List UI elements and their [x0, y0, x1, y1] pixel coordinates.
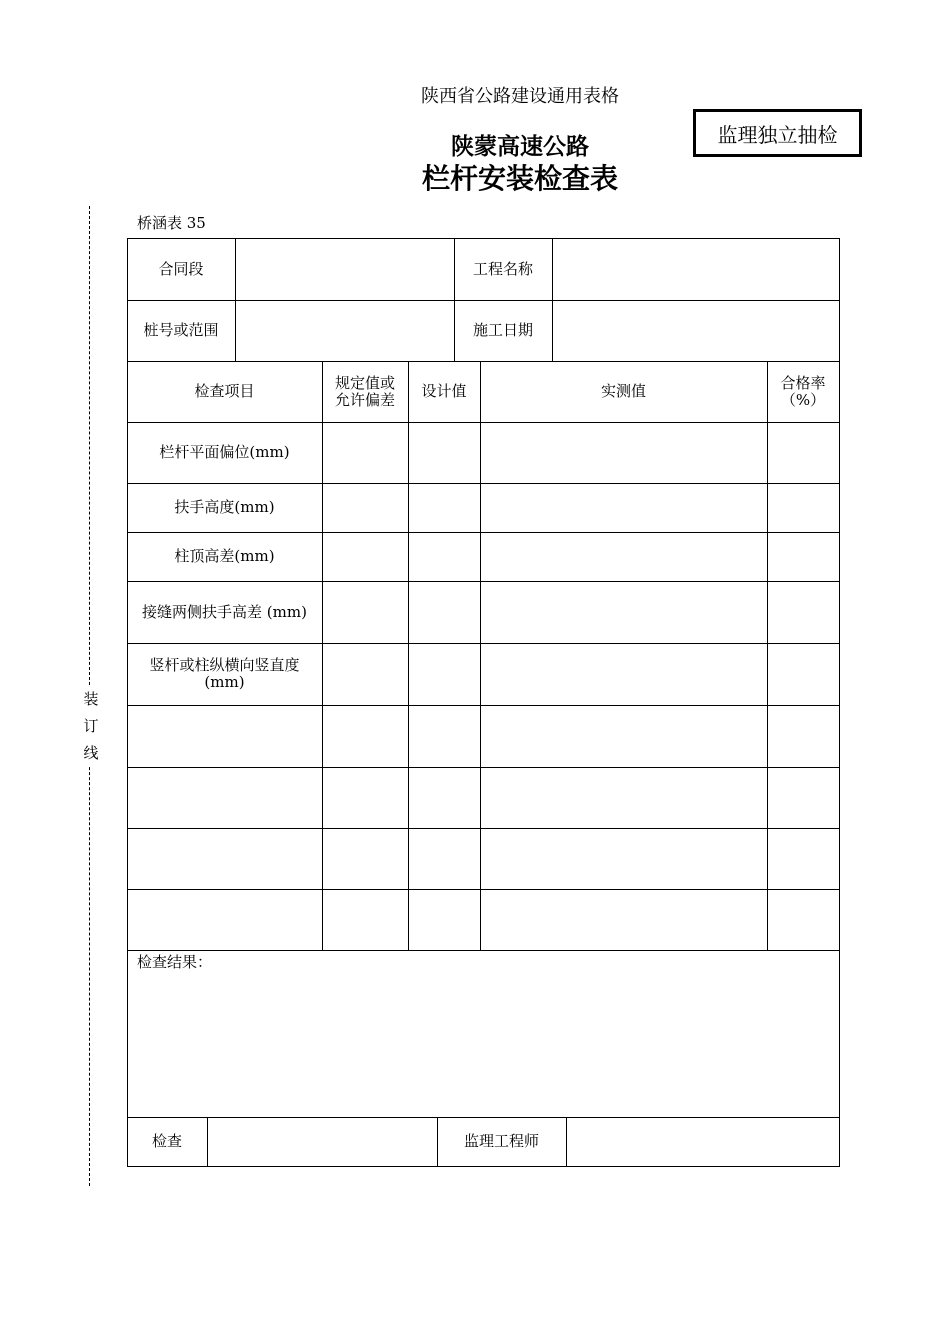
form-title: 栏杆安装检查表 [421, 162, 618, 195]
binding-char: 线 [83, 744, 99, 762]
header-spec-tolerance [322, 361, 408, 422]
inspector-field[interactable] [207, 1117, 437, 1166]
table-row-item[interactable] [127, 767, 322, 828]
header-design-value: 设计值 [421, 382, 467, 400]
header-rate-line: （%） [780, 390, 826, 409]
table-row-item[interactable] [127, 828, 322, 889]
construction-date-label: 施工日期 [472, 321, 533, 339]
contract-label: 合同段 [158, 259, 204, 278]
supervising-engineer-field[interactable] [566, 1117, 839, 1166]
station-label: 桩号或范围 [143, 321, 219, 339]
col-divider [322, 361, 323, 950]
result-label: 检查结果： [137, 953, 213, 971]
station-field[interactable] [235, 300, 454, 361]
contract-field[interactable] [235, 238, 454, 300]
table-row-item[interactable] [127, 705, 322, 767]
header-spec-line: 规定值或 [334, 373, 395, 392]
agency-header: 陕西省公路建设通用表格 [421, 86, 619, 107]
table-row-item [127, 581, 322, 643]
header-measured-value: 实测值 [600, 382, 646, 400]
row-item-text: (mm) [204, 673, 245, 691]
row-item-text: 接缝两侧扶手高差 (mm) [142, 602, 307, 621]
project-title: 陕蒙高速公路 [451, 134, 589, 160]
table-row-item [127, 532, 322, 581]
inspector-label: 检查 [151, 1132, 182, 1150]
binding-char: 装 [83, 690, 99, 708]
row-item-text: 竖杆或柱纵横向竖直度 [149, 656, 300, 674]
project-name-label: 工程名称 [472, 259, 533, 278]
supervision-stamp: 监理独立抽检 [693, 109, 862, 157]
supervising-engineer-label: 监理工程师 [463, 1132, 539, 1150]
table-row-item[interactable] [127, 889, 322, 950]
form-code: 桥涵表 35 [137, 214, 206, 232]
table-row-item [127, 483, 322, 532]
table-border-right [839, 238, 840, 1166]
table-border-bottom [127, 1166, 840, 1167]
row-divider [127, 950, 840, 951]
table-row-item [127, 643, 322, 705]
binding-char: 订 [83, 717, 99, 735]
project-name-field[interactable] [552, 238, 839, 300]
col-divider [408, 361, 409, 950]
binding-label [82, 686, 100, 767]
col-divider [767, 361, 768, 950]
table-row-item [127, 422, 322, 483]
header-check-item: 检查项目 [194, 382, 255, 400]
header-pass-rate [767, 361, 839, 422]
header-spec-line: 允许偏差 [334, 390, 395, 409]
row-item-text: 扶手高度(mm) [174, 498, 275, 516]
result-field[interactable] [128, 972, 838, 1116]
construction-date-field[interactable] [552, 300, 839, 361]
row-item-text: 栏杆平面偏位(mm) [159, 443, 290, 461]
row-item-text: 柱顶高差(mm) [174, 547, 275, 565]
header-rate-line: 合格率 [780, 373, 826, 392]
col-divider [480, 361, 481, 950]
